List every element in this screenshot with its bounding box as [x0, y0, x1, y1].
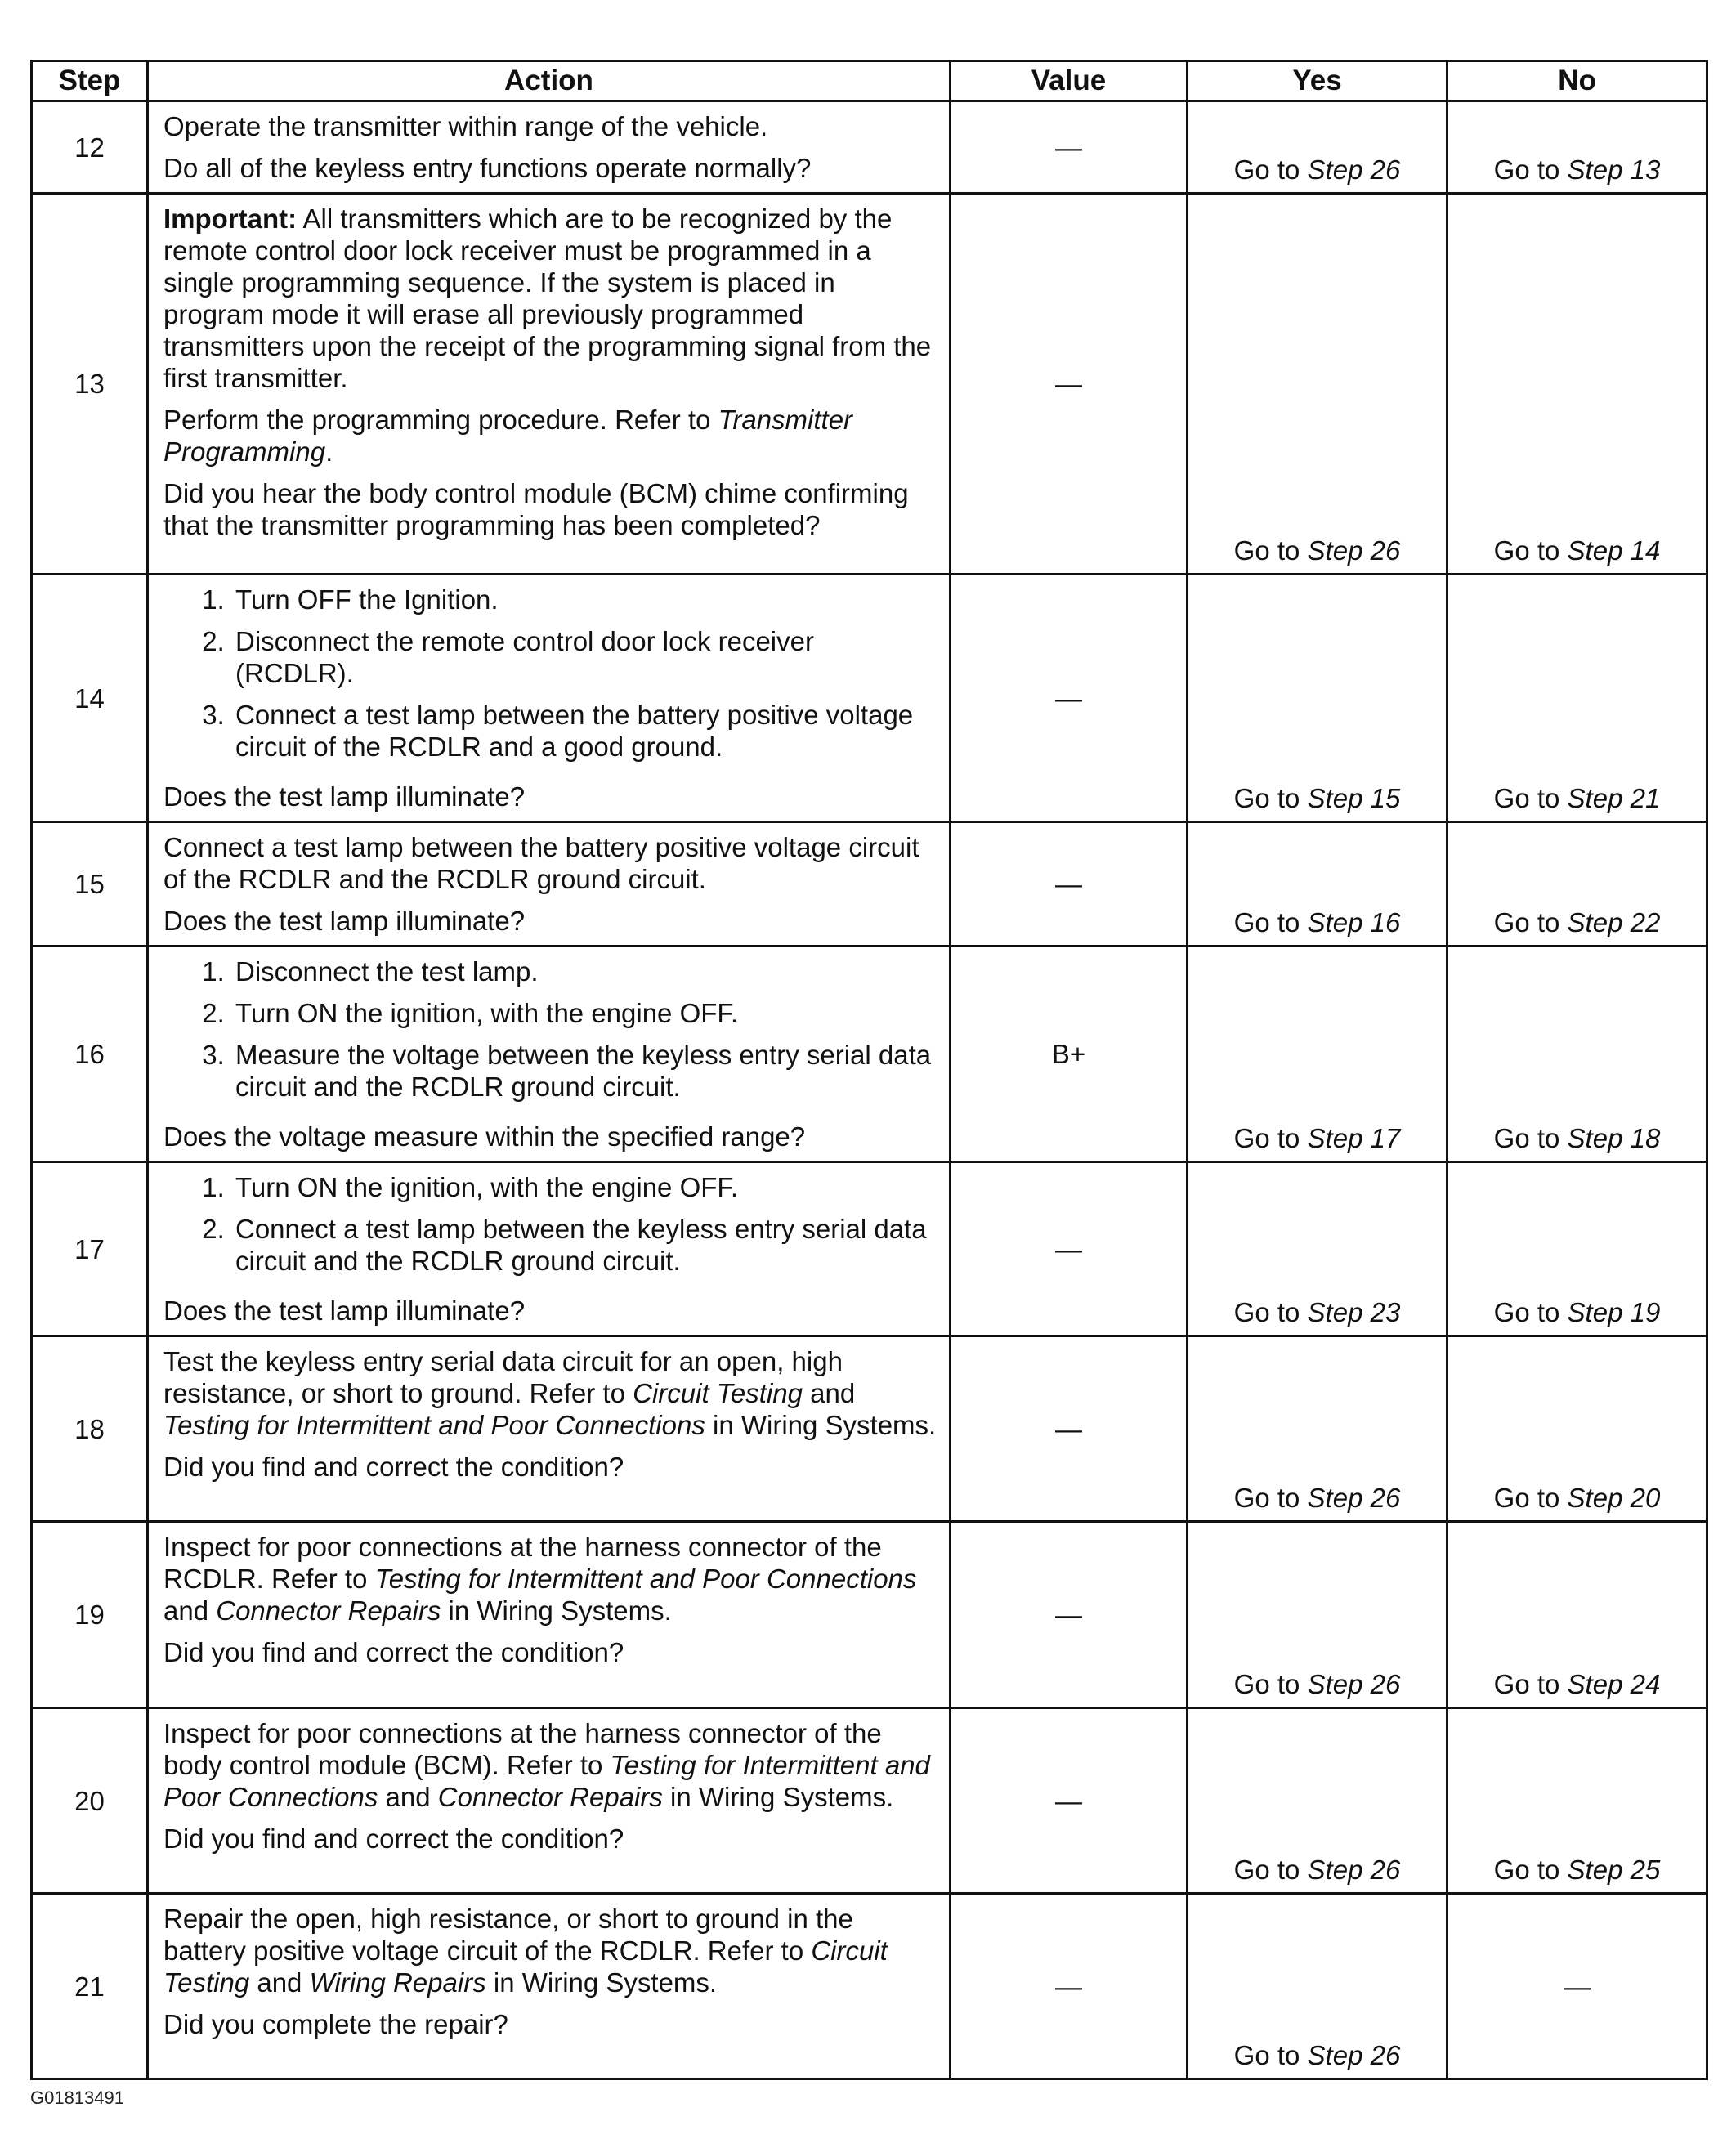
no-cell: Go to Step 21: [1447, 575, 1707, 822]
list-item: 1. Disconnect the test lamp.: [232, 955, 937, 987]
yes-step-link[interactable]: Step 26: [1307, 1483, 1401, 1513]
table-row-step-16: [32, 946, 1707, 1162]
header-yes: Yes: [1188, 61, 1447, 101]
value-cell: —: [951, 1894, 1188, 2079]
question-text: Did you hear the body control module (BCM) chime confirming that the transmitter programming has been completed?: [163, 478, 909, 540]
table-row-step-15: [32, 822, 1707, 946]
yes-cell: Go to Step 26: [1188, 194, 1447, 575]
table-row-step-21: [32, 1894, 1707, 2079]
header-value: Value: [951, 61, 1188, 101]
ref-connector-repairs[interactable]: Connector Repairs: [437, 1782, 663, 1812]
step-number: 18: [32, 1336, 148, 1522]
table-row-step-20: [32, 1708, 1707, 1894]
step-number: 19: [32, 1522, 148, 1708]
list-item: 1. Turn OFF the Ignition.: [232, 584, 937, 615]
yes-step-link[interactable]: Step 26: [1307, 1669, 1401, 1699]
yes-step-link[interactable]: Step 23: [1307, 1297, 1401, 1327]
no-cell: Go to Step 19: [1447, 1162, 1707, 1336]
no-cell: Go to Step 24: [1447, 1522, 1707, 1708]
header-no: No: [1447, 61, 1707, 101]
question-text: Did you find and correct the condition?: [163, 1452, 624, 1482]
step-number: 14: [32, 575, 148, 822]
diagnostic-table: [30, 60, 1708, 2080]
action-cell: [148, 822, 951, 946]
question-text: Did you find and correct the condition?: [163, 1823, 624, 1854]
action-text: Operate the transmitter within range of the vehicle.: [163, 111, 768, 141]
list-item: 3. Measure the voltage between the keyless entry serial data circuit and the RCDLR ground circuit.: [232, 1039, 937, 1103]
action-text: Inspect for poor connections at the harness connector of the body control module (BCM). Refer to Testing for Intermittent and Poor Connections and Connector Repairs in Wiring Systems.: [163, 1718, 930, 1812]
action-cell: [148, 575, 951, 822]
header-step: Step: [32, 61, 148, 101]
action-list: [163, 584, 937, 772]
no-step-link[interactable]: Step 25: [1567, 1855, 1661, 1885]
no-step-link[interactable]: Step 24: [1567, 1669, 1661, 1699]
no-cell: Go to Step 25: [1447, 1708, 1707, 1894]
no-cell: Go to Step 18: [1447, 946, 1707, 1162]
important-note: Important: All transmitters which are to be recognized by the remote control door lock receiver must be programmed in a single programming sequence. If the system is placed in program mode it will erase all previously programmed transmitters upon the receipt of the programming signal from the first transmitter.: [163, 204, 932, 393]
list-item: 2. Disconnect the remote control door lock receiver (RCDLR).: [232, 625, 937, 689]
yes-cell: Go to Step 23: [1188, 1162, 1447, 1336]
step-number: 15: [32, 822, 148, 946]
action-cell: [148, 101, 951, 194]
value-cell: B+: [951, 946, 1188, 1162]
yes-cell: Go to Step 26: [1188, 1894, 1447, 2079]
ref-transmitter-programming[interactable]: Transmitter Programming: [163, 405, 853, 467]
question-text: Do all of the keyless entry functions operate normally?: [163, 153, 812, 183]
action-list: [163, 1171, 937, 1287]
step-number: 17: [32, 1162, 148, 1336]
yes-step-link[interactable]: Step 26: [1307, 1855, 1401, 1885]
question-text: Did you find and correct the condition?: [163, 1637, 624, 1667]
ref-connector-repairs[interactable]: Connector Repairs: [216, 1595, 441, 1626]
action-cell: [148, 1522, 951, 1708]
yes-cell: Go to Step 15: [1188, 575, 1447, 822]
table-row-step-13: [32, 194, 1707, 575]
table-row-step-19: [32, 1522, 1707, 1708]
value-cell: —: [951, 1336, 1188, 1522]
question-text: Does the test lamp illuminate?: [163, 781, 526, 812]
value-cell: —: [951, 1162, 1188, 1336]
value-cell: —: [951, 1522, 1188, 1708]
yes-step-link[interactable]: Step 26: [1307, 2040, 1401, 2070]
no-step-link[interactable]: Step 14: [1567, 535, 1661, 566]
no-cell: —: [1447, 1894, 1707, 2079]
action-text: Perform the programming procedure. Refer to Transmitter Programming.: [163, 405, 853, 467]
value-cell: —: [951, 194, 1188, 575]
action-text: Inspect for poor connections at the harness connector of the RCDLR. Refer to Testing for Intermittent and Poor Connections and Connector Repairs in Wiring Systems.: [163, 1532, 917, 1626]
no-cell: Go to Step 22: [1447, 822, 1707, 946]
yes-step-link[interactable]: Step 16: [1307, 907, 1401, 937]
value-cell: —: [951, 101, 1188, 194]
action-cell: [148, 1708, 951, 1894]
list-item: 2. Turn ON the ignition, with the engine OFF.: [232, 997, 937, 1029]
action-cell: [148, 1162, 951, 1336]
value-cell: —: [951, 575, 1188, 822]
figure-id: G01813491: [30, 2087, 124, 2108]
list-item: 3. Connect a test lamp between the battery positive voltage circuit of the RCDLR and a good ground.: [232, 699, 937, 763]
ref-wiring-repairs[interactable]: Wiring Repairs: [309, 1967, 486, 1998]
no-step-link[interactable]: Step 21: [1567, 783, 1661, 813]
action-list: [163, 955, 937, 1112]
no-step-link[interactable]: Step 13: [1567, 154, 1661, 185]
yes-cell: Go to Step 16: [1188, 822, 1447, 946]
step-number: 12: [32, 101, 148, 194]
action-cell: [148, 194, 951, 575]
action-cell: [148, 946, 951, 1162]
no-cell: Go to Step 14: [1447, 194, 1707, 575]
no-step-link[interactable]: Step 18: [1567, 1123, 1661, 1153]
yes-step-link[interactable]: Step 17: [1307, 1123, 1401, 1153]
table-row-step-14: [32, 575, 1707, 822]
ref-testing-intermittent[interactable]: Testing for Intermittent and Poor Connections: [163, 1750, 930, 1812]
action-cell: [148, 1336, 951, 1522]
value-cell: —: [951, 822, 1188, 946]
action-text: Repair the open, high resistance, or short to ground in the battery positive voltage circuit of the RCDLR. Refer to Circuit Testing and Wiring Repairs in Wiring Systems.: [163, 1904, 888, 1998]
table-row-step-12: [32, 101, 1707, 194]
list-item: 1. Turn ON the ignition, with the engine OFF.: [232, 1171, 937, 1203]
step-number: 13: [32, 194, 148, 575]
yes-cell: Go to Step 26: [1188, 1336, 1447, 1522]
yes-step-link[interactable]: Step 15: [1307, 783, 1401, 813]
question-text: Does the voltage measure within the specified range?: [163, 1121, 806, 1152]
no-cell: Go to Step 13: [1447, 101, 1707, 194]
yes-step-link[interactable]: Step 26: [1307, 154, 1401, 185]
ref-testing-intermittent[interactable]: Testing for Intermittent and Poor Connections: [374, 1564, 917, 1594]
action-cell: [148, 1894, 951, 2079]
important-label: Important:: [163, 204, 298, 234]
question-text: Does the test lamp illuminate?: [163, 1295, 526, 1326]
yes-cell: Go to Step 26: [1188, 1708, 1447, 1894]
action-text: Test the keyless entry serial data circuit for an open, high resistance, or short to ground. Refer to Circuit Testing and Testing for Intermittent and Poor Connections in Wiring Systems.: [163, 1346, 937, 1440]
yes-cell: Go to Step 26: [1188, 1522, 1447, 1708]
table-row-step-17: [32, 1162, 1707, 1336]
no-cell: Go to Step 20: [1447, 1336, 1707, 1522]
ref-testing-intermittent[interactable]: Testing for Intermittent and Poor Connections: [163, 1410, 705, 1440]
value-cell: —: [951, 1708, 1188, 1894]
step-number: 21: [32, 1894, 148, 2079]
question-text: Does the test lamp illuminate?: [163, 906, 526, 936]
no-step-link[interactable]: Step 22: [1567, 907, 1661, 937]
no-step-link[interactable]: Step 20: [1567, 1483, 1661, 1513]
table-row-step-18: [32, 1336, 1707, 1522]
ref-circuit-testing[interactable]: Circuit Testing: [163, 1935, 888, 1998]
yes-cell: Go to Step 17: [1188, 946, 1447, 1162]
yes-cell: Go to Step 26: [1188, 101, 1447, 194]
header-row: [32, 61, 1707, 101]
ref-circuit-testing[interactable]: Circuit Testing: [633, 1378, 803, 1408]
list-item: 2. Connect a test lamp between the keyless entry serial data circuit and the RCDLR ground circuit.: [232, 1213, 937, 1277]
step-number: 20: [32, 1708, 148, 1894]
no-step-link[interactable]: Step 19: [1567, 1297, 1661, 1327]
question-text: Did you complete the repair?: [163, 2009, 508, 2039]
yes-step-link[interactable]: Step 26: [1307, 535, 1401, 566]
step-number: 16: [32, 946, 148, 1162]
action-text: Connect a test lamp between the battery positive voltage circuit of the RCDLR and the RCDLR ground circuit.: [163, 832, 919, 894]
header-action: Action: [148, 61, 951, 101]
